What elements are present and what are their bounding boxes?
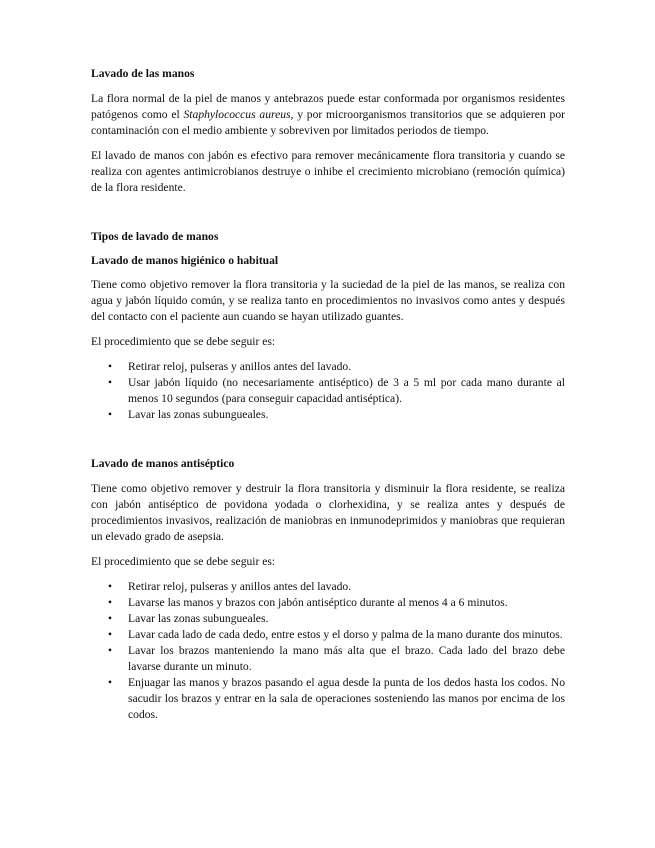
paragraph-flora-normal bbox=[91, 91, 565, 139]
bullet-icon: • bbox=[108, 644, 113, 657]
list-item bbox=[91, 595, 565, 611]
heading-lavado-manos: Lavado de las manos bbox=[91, 67, 195, 80]
list-item bbox=[91, 375, 565, 407]
bullet-icon: • bbox=[108, 676, 113, 689]
list-item bbox=[91, 643, 565, 675]
list-item-text: Lavar cada lado de cada dedo, entre estos y el dorso y palma de la mano durante dos minutos. bbox=[128, 628, 563, 641]
bullet-icon: • bbox=[108, 360, 113, 373]
list-item-text: Retirar reloj, pulseras y anillos antes del lavado. bbox=[128, 580, 352, 593]
list-item-text: Lavar los brazos manteniendo la mano más alta que el brazo. Cada lado del brazo debe lavarse durante un minuto. bbox=[128, 644, 565, 673]
paragraph-antiseptico-procedimiento: El procedimiento que se debe seguir es: bbox=[91, 555, 276, 568]
list-item-text: Lavar las zonas subungueales. bbox=[128, 408, 269, 421]
heading-tipos-lavado: Tipos de lavado de manos bbox=[91, 230, 219, 243]
list-item bbox=[91, 407, 565, 423]
list-item bbox=[91, 675, 565, 723]
italic-staphylococcus: Staphylococcus aureus bbox=[183, 108, 291, 121]
bullet-icon: • bbox=[108, 580, 113, 593]
bullet-icon: • bbox=[108, 612, 113, 625]
list-item-text: Lavar las zonas subungueales. bbox=[128, 612, 269, 625]
list-item-text: Retirar reloj, pulseras y anillos antes del lavado. bbox=[128, 360, 352, 373]
list-antiseptico bbox=[91, 579, 565, 723]
bullet-icon: • bbox=[108, 628, 113, 641]
list-item bbox=[91, 579, 565, 595]
paragraph-lavado-jabon: El lavado de manos con jabón es efectivo para remover mecánicamente flora transitoria y cuando se realiza con agentes antimicrobianos destruye o inhibe el crecimiento microbiano (remoción química) de la flora residente. bbox=[91, 149, 565, 194]
bullet-icon: • bbox=[108, 408, 113, 421]
bullet-icon: • bbox=[108, 596, 113, 609]
list-item bbox=[91, 359, 565, 375]
bullet-icon: • bbox=[108, 376, 113, 389]
list-item bbox=[91, 611, 565, 627]
heading-lavado-antiseptico: Lavado de manos antiséptico bbox=[91, 457, 235, 470]
list-item-text: Enjuagar las manos y brazos pasando el agua desde la punta de los dedos hasta los codos. No sacudir los brazos y entrar en la sala de operaciones sosteniendo las manos por encima de los codos. bbox=[128, 676, 565, 721]
paragraph-antiseptico-objetivo: Tiene como objetivo remover y destruir la flora transitoria y disminuir la flora residente, se realiza con jabón antiséptico de povidona yodada o clorhexidina, y se realiza antes y después de procedimientos invasivos, realización de maniobras en inmunodeprimidos y maniobras que requieran un elevado grado de asepsia. bbox=[91, 482, 565, 543]
paragraph-flora-normal-text-1: La flora normal de la piel de manos y antebrazos puede estar conformada por organismos residentes patógenos como el bbox=[91, 92, 565, 121]
paragraph-higienico-objetivo: Tiene como objetivo remover la flora transitoria y la suciedad de la piel de las manos, se realiza con agua y jabón líquido común, y se realiza tanto en procedimientos no invasivos como antes y después del contacto con el paciente aun cuando se hayan utilizado guantes. bbox=[91, 278, 565, 323]
paragraph-higienico-procedimiento: El procedimiento que se debe seguir es: bbox=[91, 335, 276, 348]
heading-lavado-higienico: Lavado de manos higiénico o habitual bbox=[91, 254, 279, 267]
document-body bbox=[91, 66, 565, 723]
list-item bbox=[91, 627, 565, 643]
list-item-text: Lavarse las manos y brazos con jabón antiséptico durante al menos 4 a 6 minutos. bbox=[128, 596, 508, 609]
paragraph-flora-normal-text-2: , y por microorganismos transitorios que se adquieren por contaminación con el medio ambiente y sobreviven por limitados periodos de tiempo. bbox=[91, 108, 565, 137]
list-higienico bbox=[91, 359, 565, 423]
list-item-text: Usar jabón líquido (no necesariamente antiséptico) de 3 a 5 ml por cada mano durante al menos 10 segundos (para conseguir capacidad antiséptica). bbox=[128, 376, 565, 405]
